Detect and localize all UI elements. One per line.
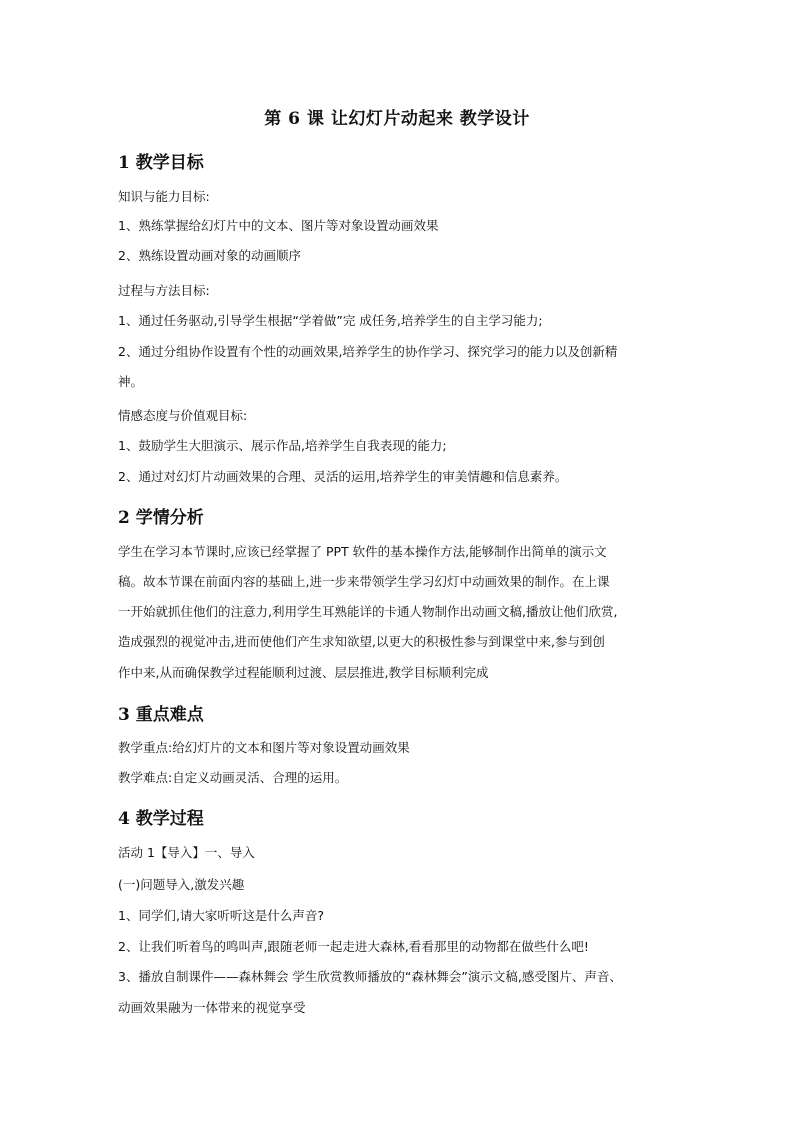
- text-line: 一开始就抓住他们的注意力,利用学生耳熟能详的卡通人物制作出动画文稿,播放让他们欣赏,: [118, 604, 618, 619]
- text-line: 2、熟练设置动画对象的动画顺序: [118, 248, 301, 263]
- text-line: 3、播放自制课件——森林舞会 学生欣赏教师播放的“森林舞会”演示文稿,感受图片、声音、: [118, 969, 622, 984]
- text-line: 造成强烈的视觉冲击,进而使他们产生求知欲望,以更大的积极性参与到课堂中来,参与到创: [118, 634, 605, 649]
- section-heading-teaching-goals: 1 教学目标: [118, 153, 204, 173]
- text-line: 情感态度与价值观目标:: [118, 408, 248, 423]
- text-line: 过程与方法目标:: [118, 283, 210, 298]
- text-line: 作中来,从而确保教学过程能顺利过渡、层层推进,教学目标顺利完成: [118, 665, 489, 680]
- section-heading-teaching-process: 4 教学过程: [118, 809, 204, 829]
- text-line: 2、通过对幻灯片动画效果的合理、灵活的运用,培养学生的审美情趣和信息素养。: [118, 469, 568, 484]
- text-line: 1、通过任务驱动,引导学生根据“学着做”完 成任务,培养学生的自主学习能力;: [118, 313, 543, 328]
- text-line: 动画效果融为一体带来的视觉享受: [118, 1000, 306, 1015]
- text-line: 稿。故本节课在前面内容的基础上,进一步来带领学生学习幻灯中动画效果的制作。在上课: [118, 574, 610, 589]
- text-line: 1、熟练掌握给幻灯片中的文本、图片等对象设置动画效果: [118, 218, 439, 233]
- section-heading-student-analysis: 2 学情分析: [118, 508, 204, 528]
- text-line: (一)问题导入,激发兴趣: [118, 877, 245, 892]
- text-line: 知识与能力目标:: [118, 189, 210, 204]
- text-line: 2、通过分组协作设置有个性的动画效果,培养学生的协作学习、探究学习的能力以及创新精: [118, 344, 618, 359]
- text-line: 神。: [118, 374, 144, 389]
- document-title: 第 6 课 让幻灯片动起来 教学设计: [264, 109, 530, 129]
- text-line: 教学难点:自定义动画灵活、合理的运用。: [118, 770, 348, 785]
- text-line: 2、让我们听着鸟的鸣叫声,跟随老师一起走进大森林,看看那里的动物都在做些什么吧!: [118, 939, 589, 954]
- text-line: 教学重点:给幻灯片的文本和图片等对象设置动画效果: [118, 740, 410, 755]
- text-line: 学生在学习本节课时,应该已经掌握了 PPT 软件的基本操作方法,能够制作出简单的演示文: [118, 544, 607, 559]
- section-heading-key-points: 3 重点难点: [118, 705, 204, 725]
- text-line: 活动 1【导入】一、导入: [118, 845, 255, 860]
- text-line: 1、鼓励学生大胆演示、展示作品,培养学生自我表现的能力;: [118, 438, 447, 453]
- text-line: 1、同学们,请大家听听这是什么声音?: [118, 908, 325, 923]
